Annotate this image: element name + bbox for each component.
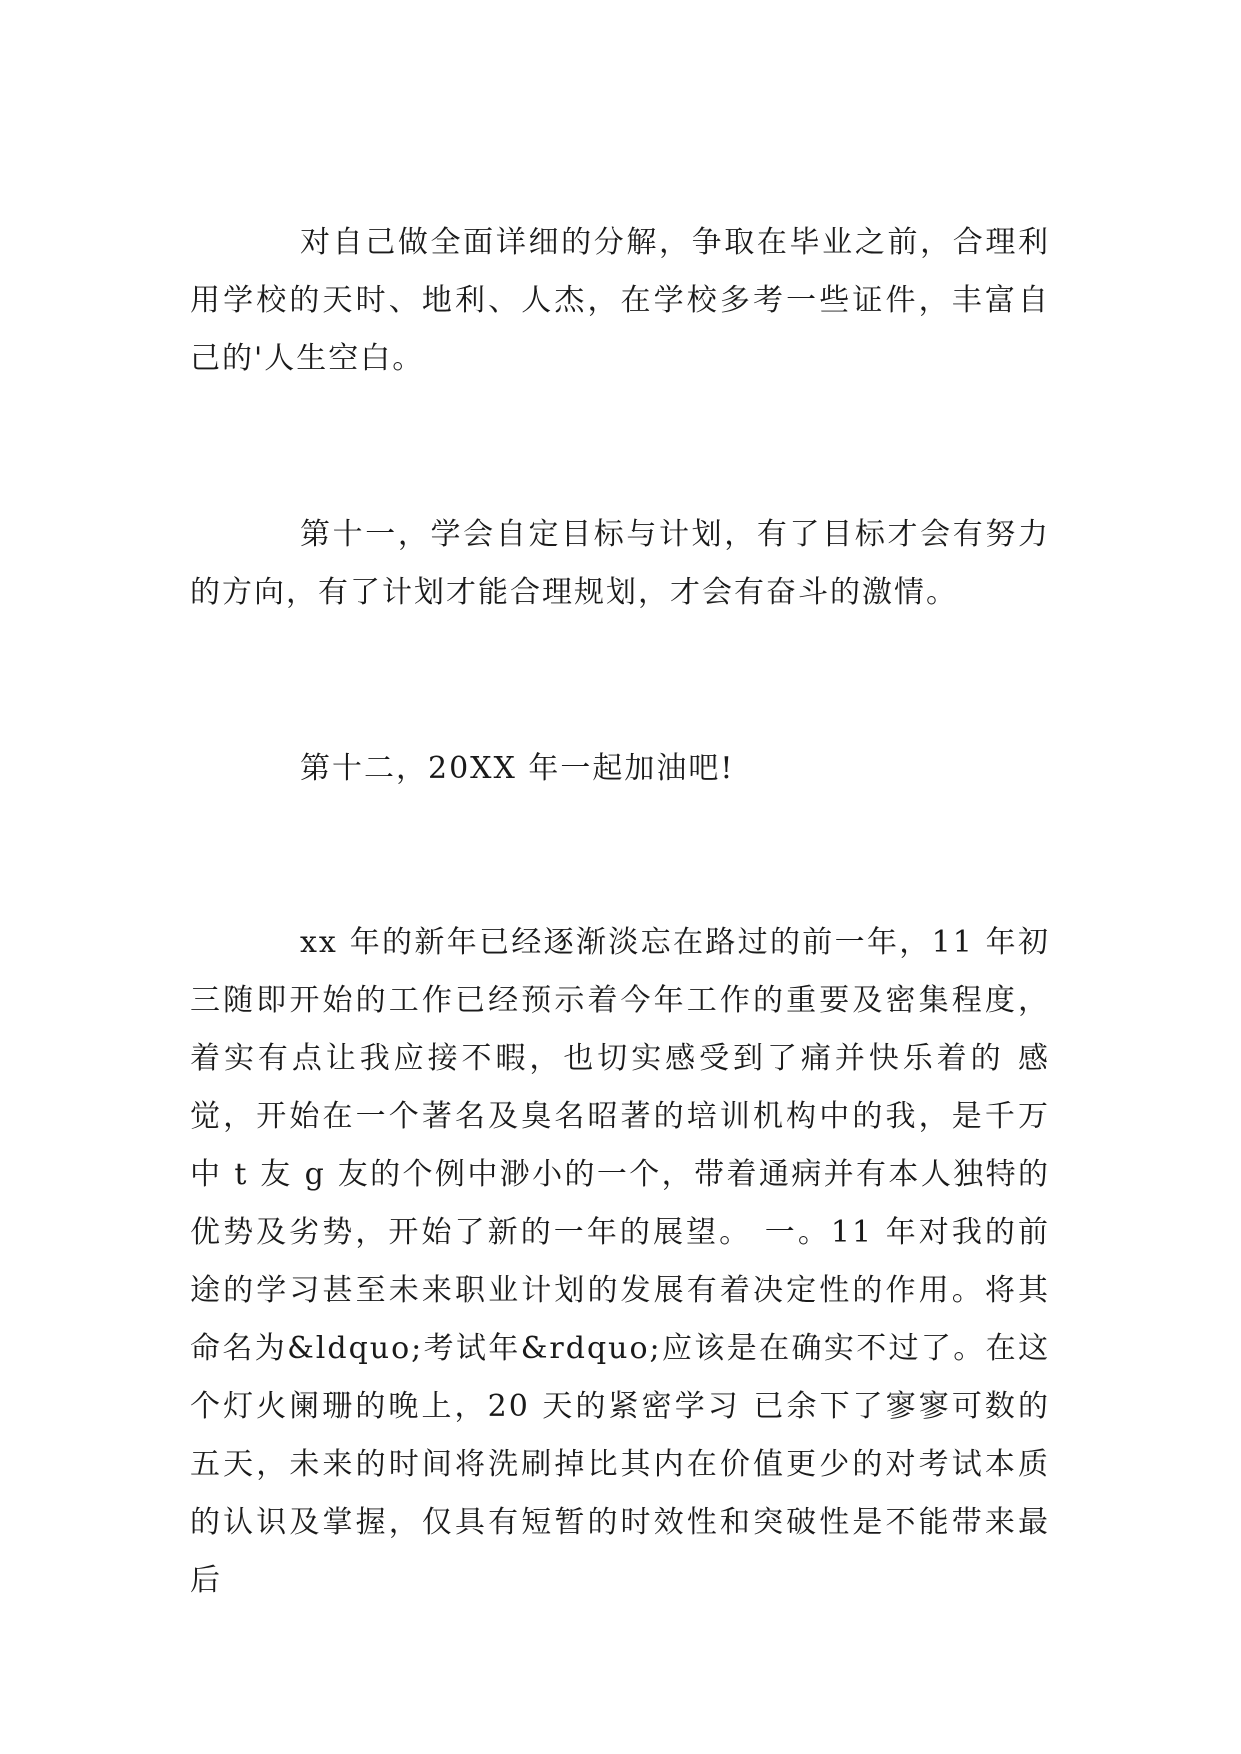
paragraph-new-year-outlook: xx 年的新年已经逐渐淡忘在路过的前一年，11 年初三随即开始的工作已经预示着今年工作的重要及密集程度，着实有点让我应接不暇，也切实感受到了痛并快乐着的 感觉，开始在一个著名及臭名昭著的培训机构中的我，是千万中 t 友 g 友的个例中渺小的一个，带着通病并有本人独特的优势及劣势，开始了新的一年的展望。 一。11 年对我的前途的学习甚至未来职业计划的发展有着决定性的作用。将其命名为&ldquo;考试年&rdquo;应该是在确实不过了。在这个灯火阑珊的晚上，20 天的紧密学习 已余下了寥寥可数的五天，未来的时间将洗刷掉比其内在价值更少的对考试本质的认识及掌握，仅具有短暂的时效性和突破性是不能带来最后 xyxy=(190,925,1050,1598)
paragraph-self-analysis: 对自己做全面详细的分解，争取在毕业之前，合理利用学校的天时、地利、人杰，在学校多考一些证件，丰富自己的'人生空白。 xyxy=(190,225,1050,376)
paragraph-eleventh-point: 第十一，学会自定目标与计划，有了目标才会有努力的方向，有了计划才能合理规划，才会有奋斗的激情。 xyxy=(190,517,1050,610)
paragraph-twelfth-point: 第十二，20XX 年一起加油吧! xyxy=(300,751,735,786)
